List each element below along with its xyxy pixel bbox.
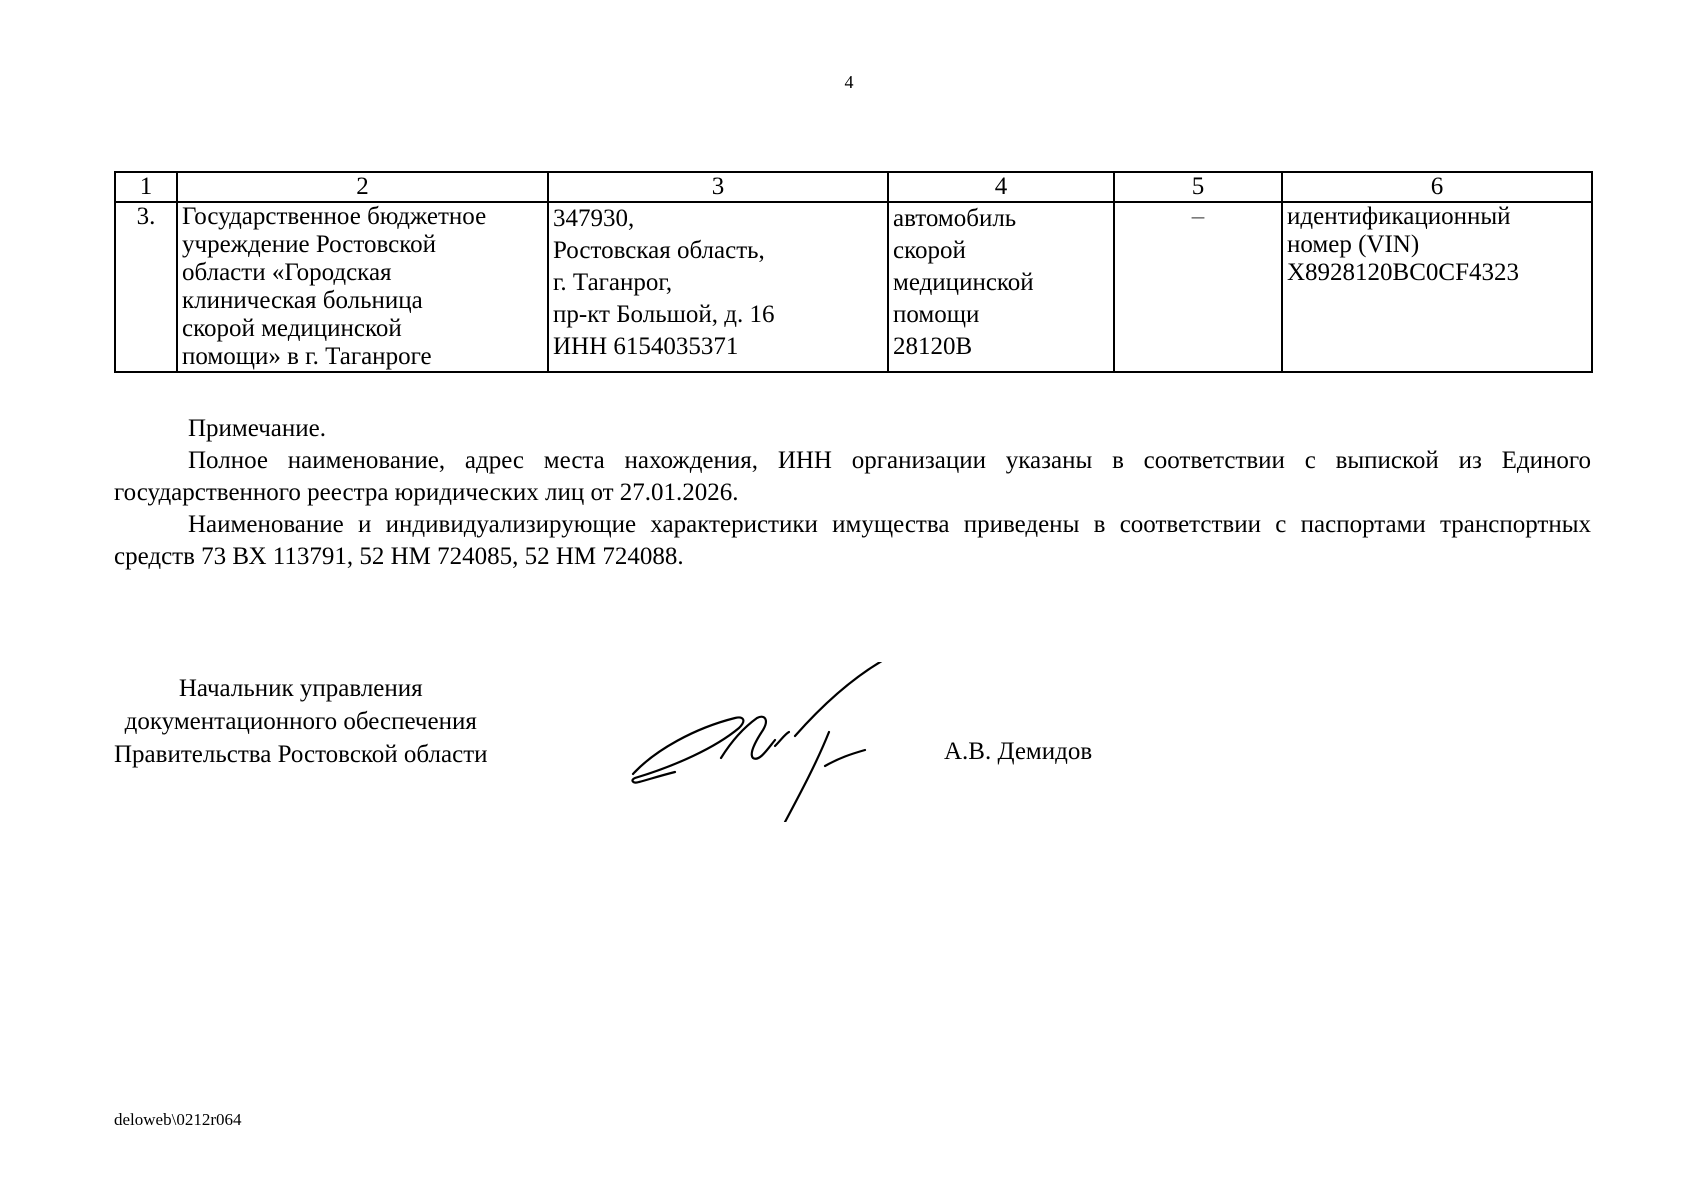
organization-line: скорой медицинской <box>182 315 402 342</box>
address-line: ИНН 6154035371 <box>553 333 739 360</box>
property-cell <box>888 202 1114 372</box>
address-cell <box>548 202 888 372</box>
characteristics-line: номер (VIN) <box>1287 231 1420 258</box>
row-number-cell: 3. <box>115 202 177 372</box>
table-header-cell: 6 <box>1282 172 1592 202</box>
property-line: 28120В <box>893 333 973 360</box>
organization-line: клиническая больница <box>182 287 423 314</box>
property-line: медицинской <box>893 269 1034 296</box>
note-section <box>114 413 1591 573</box>
table-header-cell: 3 <box>548 172 888 202</box>
note-title: Примечание. <box>188 415 327 442</box>
table-header-cell: 5 <box>1114 172 1282 202</box>
table-header-row <box>115 172 1592 202</box>
property-line: автомобиль <box>893 205 1017 232</box>
property-line: скорой <box>893 237 966 264</box>
characteristics-cell <box>1282 202 1592 372</box>
organization-line: помощи» в г. Таганроге <box>182 343 432 370</box>
page-number: 4 <box>844 72 854 92</box>
organization-line: учреждение Ростовской <box>182 231 436 258</box>
document-code: deloweb\0212r064 <box>114 1110 242 1129</box>
note-paragraph-2: Наименование и индивидуализирующие характеристики имущества приведены в соответствии с паспортами транспортных средств 73 ВХ 113791, 52 НМ 724085, 52 НМ 724088. <box>114 511 1591 570</box>
organization-cell <box>177 202 548 372</box>
signatory-position-line: Начальник управления <box>178 675 423 702</box>
address-line: пр-кт Большой, д. 16 <box>553 301 775 328</box>
address-line: г. Таганрог, <box>553 269 673 296</box>
characteristics-line: X8928120BC0CF4323 <box>1287 259 1519 286</box>
property-line: помощи <box>893 301 980 328</box>
characteristics-line: идентификационный <box>1287 203 1511 230</box>
note-paragraph-1: Полное наименование, адрес места нахождения, ИНН организации указаны в соответствии с выпиской из Единого государственного реестра юридических лиц от 27.01.2026. <box>114 447 1591 506</box>
property-table <box>114 171 1593 373</box>
table-row <box>115 202 1592 372</box>
address-line: 347930, <box>553 205 635 232</box>
table-header-cell: 4 <box>888 172 1114 202</box>
table-header-cell: 1 <box>115 172 177 202</box>
organization-line: области «Городская <box>182 259 392 286</box>
signatory-position-line: документационного обеспечения <box>124 708 477 735</box>
column-5-cell: – <box>1114 202 1282 372</box>
signatory-position <box>114 672 488 771</box>
signatory-name: А.В. Демидов <box>944 738 1093 765</box>
handwritten-signature <box>625 662 915 822</box>
organization-line: Государственное бюджетное <box>182 203 487 230</box>
signatory-position-line: Правительства Ростовской области <box>114 741 488 768</box>
table-header-cell: 2 <box>177 172 548 202</box>
address-line: Ростовская область, <box>553 237 765 264</box>
